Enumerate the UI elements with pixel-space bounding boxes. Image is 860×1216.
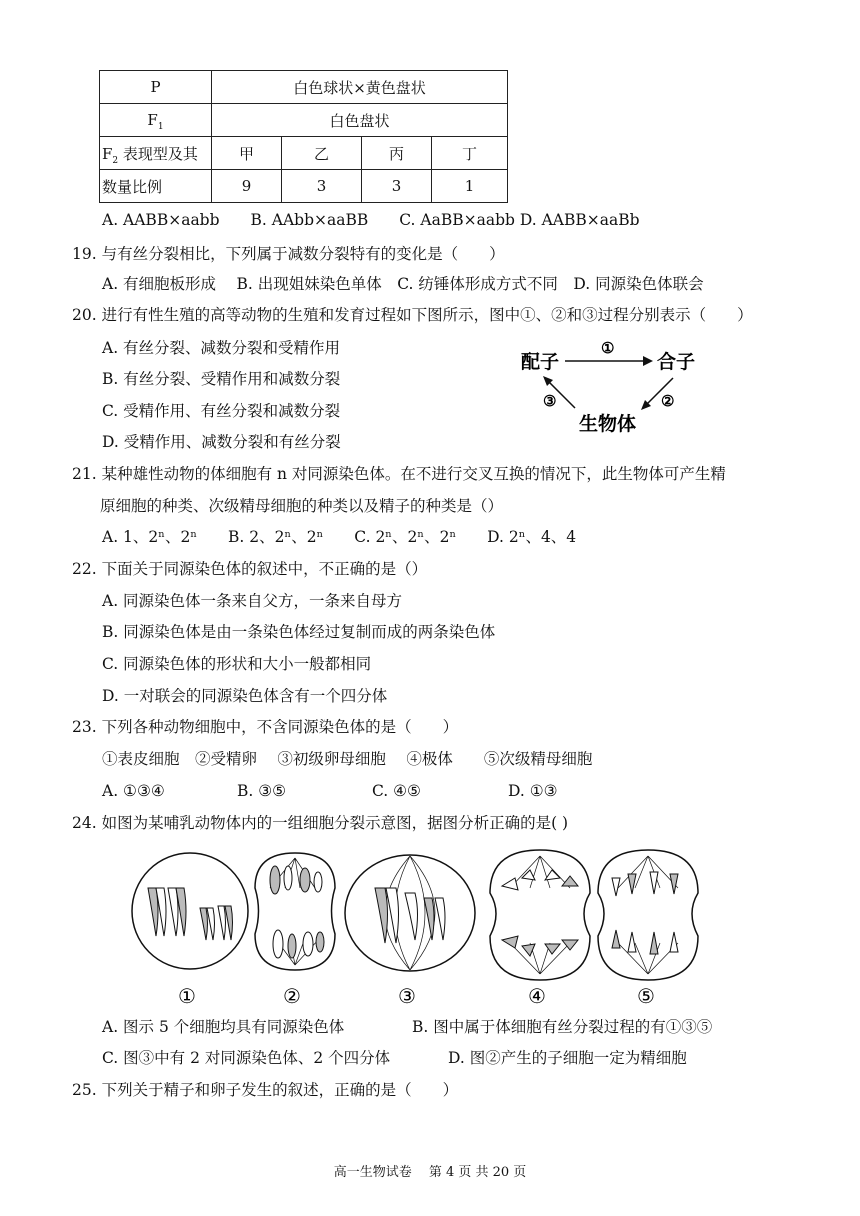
q19-options: A. 有细胞板形成 B. 出现姐妹染色单体 C. 纺锤体形成方式不同 D. 同源染色体联会 xyxy=(102,275,704,293)
organism-label: 生物体 xyxy=(579,414,637,435)
arrowhead-1 xyxy=(643,356,653,366)
f1-value: 白色盘状 xyxy=(212,104,508,137)
cell-2 xyxy=(255,853,335,970)
q21-options: A. 1、2ⁿ、2ⁿ B. 2、2ⁿ、2ⁿ C. 2ⁿ、2ⁿ、2ⁿ D. 2ⁿ、4、4 xyxy=(102,528,577,546)
cell-label-2: ② xyxy=(283,984,301,1008)
q21-stem-1: 21. 某种雄性动物的体细胞有 n 对同源染色体。在不进行交叉互换的情况下，此生物体可产生精 xyxy=(72,465,726,483)
f1-label: $F_1$ xyxy=(100,104,212,137)
cell-label-5: ⑤ xyxy=(637,984,655,1008)
cell-3 xyxy=(345,855,475,971)
reproduction-cycle-diagram xyxy=(515,340,705,440)
page-footer: 高一生物试卷 第 4 页 共 20 页 xyxy=(333,1165,527,1180)
q23-option-d: D. ①③ xyxy=(508,782,558,800)
cell-1 xyxy=(132,853,248,969)
q22-option-c: C. 同源染色体的形状和大小一般都相同 xyxy=(102,655,372,673)
q24-option-d: D. 图②产生的子细胞一定为精细胞 xyxy=(448,1049,687,1067)
f2-label: $F_2$ 表现型及其 xyxy=(100,137,212,170)
q22-stem: 22. 下面关于同源染色体的叙述中，不正确的是（） xyxy=(72,560,428,578)
cell-division-figure xyxy=(130,848,710,1008)
q24-option-a: A. 图示 5 个细胞均具有同源染色体 xyxy=(102,1018,345,1036)
cell-5 xyxy=(598,850,698,980)
q24-option-b: B. 图中属于体细胞有丝分裂过程的有①③⑤ xyxy=(412,1018,713,1036)
p-label: P xyxy=(100,71,212,104)
zygote-label: 合子 xyxy=(657,352,696,373)
q25-stem: 25. 下列关于精子和卵子发生的叙述，正确的是（ ） xyxy=(72,1081,459,1099)
q21-stem-2: 原细胞的种类、次级精母细胞的种类以及精子的种类是（） xyxy=(100,497,504,515)
q20-option-c: C. 受精作用、有丝分裂和减数分裂 xyxy=(102,402,341,420)
q23-stem: 23. 下列各种动物细胞中，不含同源染色体的是（ ） xyxy=(72,718,459,736)
cell-4 xyxy=(490,850,590,980)
cell-label-1: ① xyxy=(178,984,196,1008)
q23-option-a: A. ①③④ xyxy=(102,782,165,800)
q20-option-b: B. 有丝分裂、受精作用和减数分裂 xyxy=(102,370,341,388)
phenotype-cell: 丁 xyxy=(432,137,508,170)
q24-option-c: C. 图③中有 2 对同源染色体、2 个四分体 xyxy=(102,1049,391,1067)
ratio-cell: 9 xyxy=(212,170,282,203)
cell-label-4: ④ xyxy=(528,984,546,1008)
q19-stem: 19. 与有丝分裂相比，下列属于减数分裂特有的变化是（ ） xyxy=(72,245,505,263)
q18-options: A. AABB×aabb B. AAbb×aaBB C. AaBB×aabb D. AABB×aaBb xyxy=(102,211,640,229)
q23-option-c: C. ④⑤ xyxy=(372,782,421,800)
gamete-label: 配子 xyxy=(521,352,560,373)
step-1-label: ① xyxy=(601,339,615,357)
ratio-cell: 3 xyxy=(362,170,432,203)
q22-option-b: B. 同源染色体是由一条染色体经过复制而成的两条染色体 xyxy=(102,623,496,641)
q23-option-b: B. ③⑤ xyxy=(237,782,287,800)
q22-option-a: A. 同源染色体一条来自父方，一条来自母方 xyxy=(102,592,403,610)
q20-option-d: D. 受精作用、减数分裂和有丝分裂 xyxy=(102,433,341,451)
cell-label-3: ③ xyxy=(398,984,416,1008)
q23-items: ①表皮细胞 ②受精卵 ③初级卵母细胞 ④极体 ⑤次级精母细胞 xyxy=(102,750,593,768)
q22-option-d: D. 一对联会的同源染色体含有一个四分体 xyxy=(102,687,388,705)
ratio-cell: 3 xyxy=(282,170,362,203)
phenotype-cell: 乙 xyxy=(282,137,362,170)
f2-label-2: 数量比例 xyxy=(100,170,212,203)
step-3-label: ③ xyxy=(543,392,557,410)
p-value: 白色球状×黄色盘状 xyxy=(212,71,508,104)
q24-stem: 24. 如图为某哺乳动物体内的一组细胞分裂示意图，据图分析正确的是( ) xyxy=(72,814,569,832)
q20-option-a: A. 有丝分裂、减数分裂和受精作用 xyxy=(102,339,341,357)
step-2-label: ② xyxy=(661,392,675,410)
genetics-table xyxy=(99,70,508,203)
phenotype-cell: 丙 xyxy=(362,137,432,170)
phenotype-cell: 甲 xyxy=(212,137,282,170)
q20-stem: 20. 进行有性生殖的高等动物的生殖和发育过程如下图所示，图中①、②和③过程分别表示（ ） xyxy=(72,306,753,324)
ratio-cell: 1 xyxy=(432,170,508,203)
